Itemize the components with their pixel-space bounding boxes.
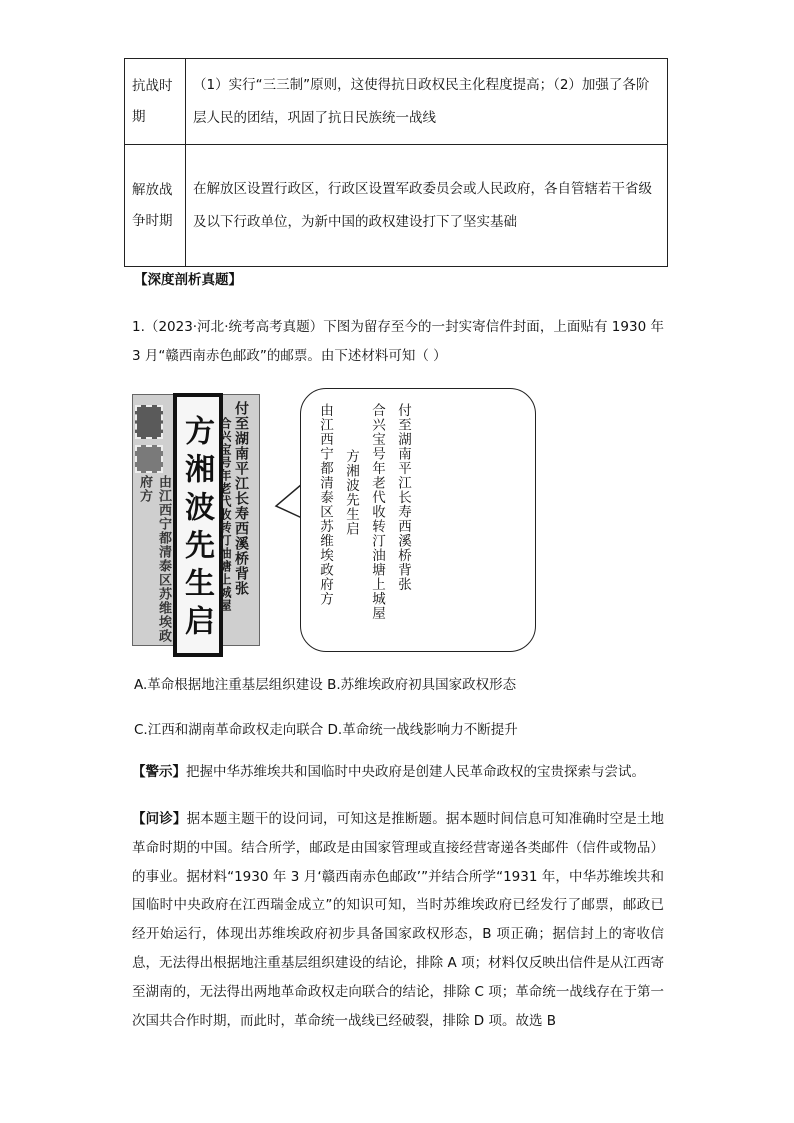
bubble-line: 由江西宁都清泰区苏维埃政府方	[317, 403, 333, 606]
envelope-address-text: 合兴宝号年老代收转汀油塘上城屋	[218, 417, 232, 612]
diagnosis-label: 【问诊】	[132, 811, 187, 827]
options-cd: C.江西和湖南革命政权走向联合 D.革命统一战线影响力不断提升	[134, 722, 518, 738]
envelope-address-text: 付至湖南平江长寿西溪桥背张	[233, 401, 249, 596]
section-title: 【深度剖析真题】	[134, 272, 242, 288]
bubble-line: 方湘波先生启	[343, 449, 359, 536]
question-text: 1.（2023·河北·统考高考真题）下图为留存至今的一封实寄信件封面，上面贴有 1930 年 3 月“赣西南赤色邮政”的邮票。由下述材料可知（ ）	[132, 319, 664, 364]
period-cell: 抗战时期	[125, 59, 186, 145]
envelope-photo	[132, 394, 260, 646]
content-cell: 在解放区设置行政区，行政区设置军政委员会或人民政府，各自管辖若干省级及以下行政单位，为新中国的政权建设打下了坚实基础	[186, 145, 668, 267]
warning-text: 把握中华苏维埃共和国临时中央政府是创建人民革命政权的宝贵探索与尝试。	[186, 764, 645, 780]
envelope-sender-text: 由江西宁都清泰区苏维埃政府方	[137, 475, 171, 643]
envelope-figure	[132, 388, 412, 654]
warning-paragraph	[132, 758, 664, 787]
bubble-line: 付至湖南平江长寿西溪桥背张	[395, 403, 411, 592]
options-ab: A.革命根据地注重基层组织建设 B.苏维埃政府初具国家政权形态	[134, 677, 517, 693]
content-cell: （1）实行“三三制”原则，这使得抗日政权民主化程度提高；（2）加强了各阶层人民的团结，巩固了抗日民族统一战线	[186, 59, 668, 145]
governance-table	[124, 58, 668, 267]
transcription-bubble	[300, 388, 536, 652]
table-row	[125, 59, 668, 145]
postage-stamp	[135, 405, 163, 439]
bubble-line: 合兴宝号年老代收转汀油塘上城屋	[369, 403, 385, 621]
period-cell: 解放战争时期	[125, 145, 186, 267]
diagnosis-text: 据本题主题干的设问词，可知这是推断题。据本题时间信息可知准确时空是土地革命时期的中国。结合所学，邮政是由国家管理或直接经营寄递各类邮件（信件或物品）的事业。据材料“1930 年 3 月‘赣西南赤色邮政’”并结合所学“1931 年，中华苏维埃共和国临时中央政府在江西瑞金成立”的知识可知，当时苏维埃政府已经发行了邮票，邮政已经开始运行，体现出苏维埃政府初步具备国家政权形态，B 项正确；据信封上的寄收信息，无法得出根据地注重基层组织建设的结论，排除 A 项；材料仅反映出信件是从江西寄至湖南的，无法得出两地革命政权走向联合的结论，排除 C 项；革命统一战线存在于第一次国共合作时期，而此时，革命统一战线已经破裂，排除 D 项。故选 B	[132, 811, 665, 1029]
warning-label: 【警示】	[132, 764, 186, 780]
diagnosis-paragraph	[132, 805, 664, 1035]
envelope-addressee-text: 方湘波先生启	[179, 415, 214, 643]
postage-stamp	[135, 445, 163, 473]
table-row	[125, 145, 668, 267]
